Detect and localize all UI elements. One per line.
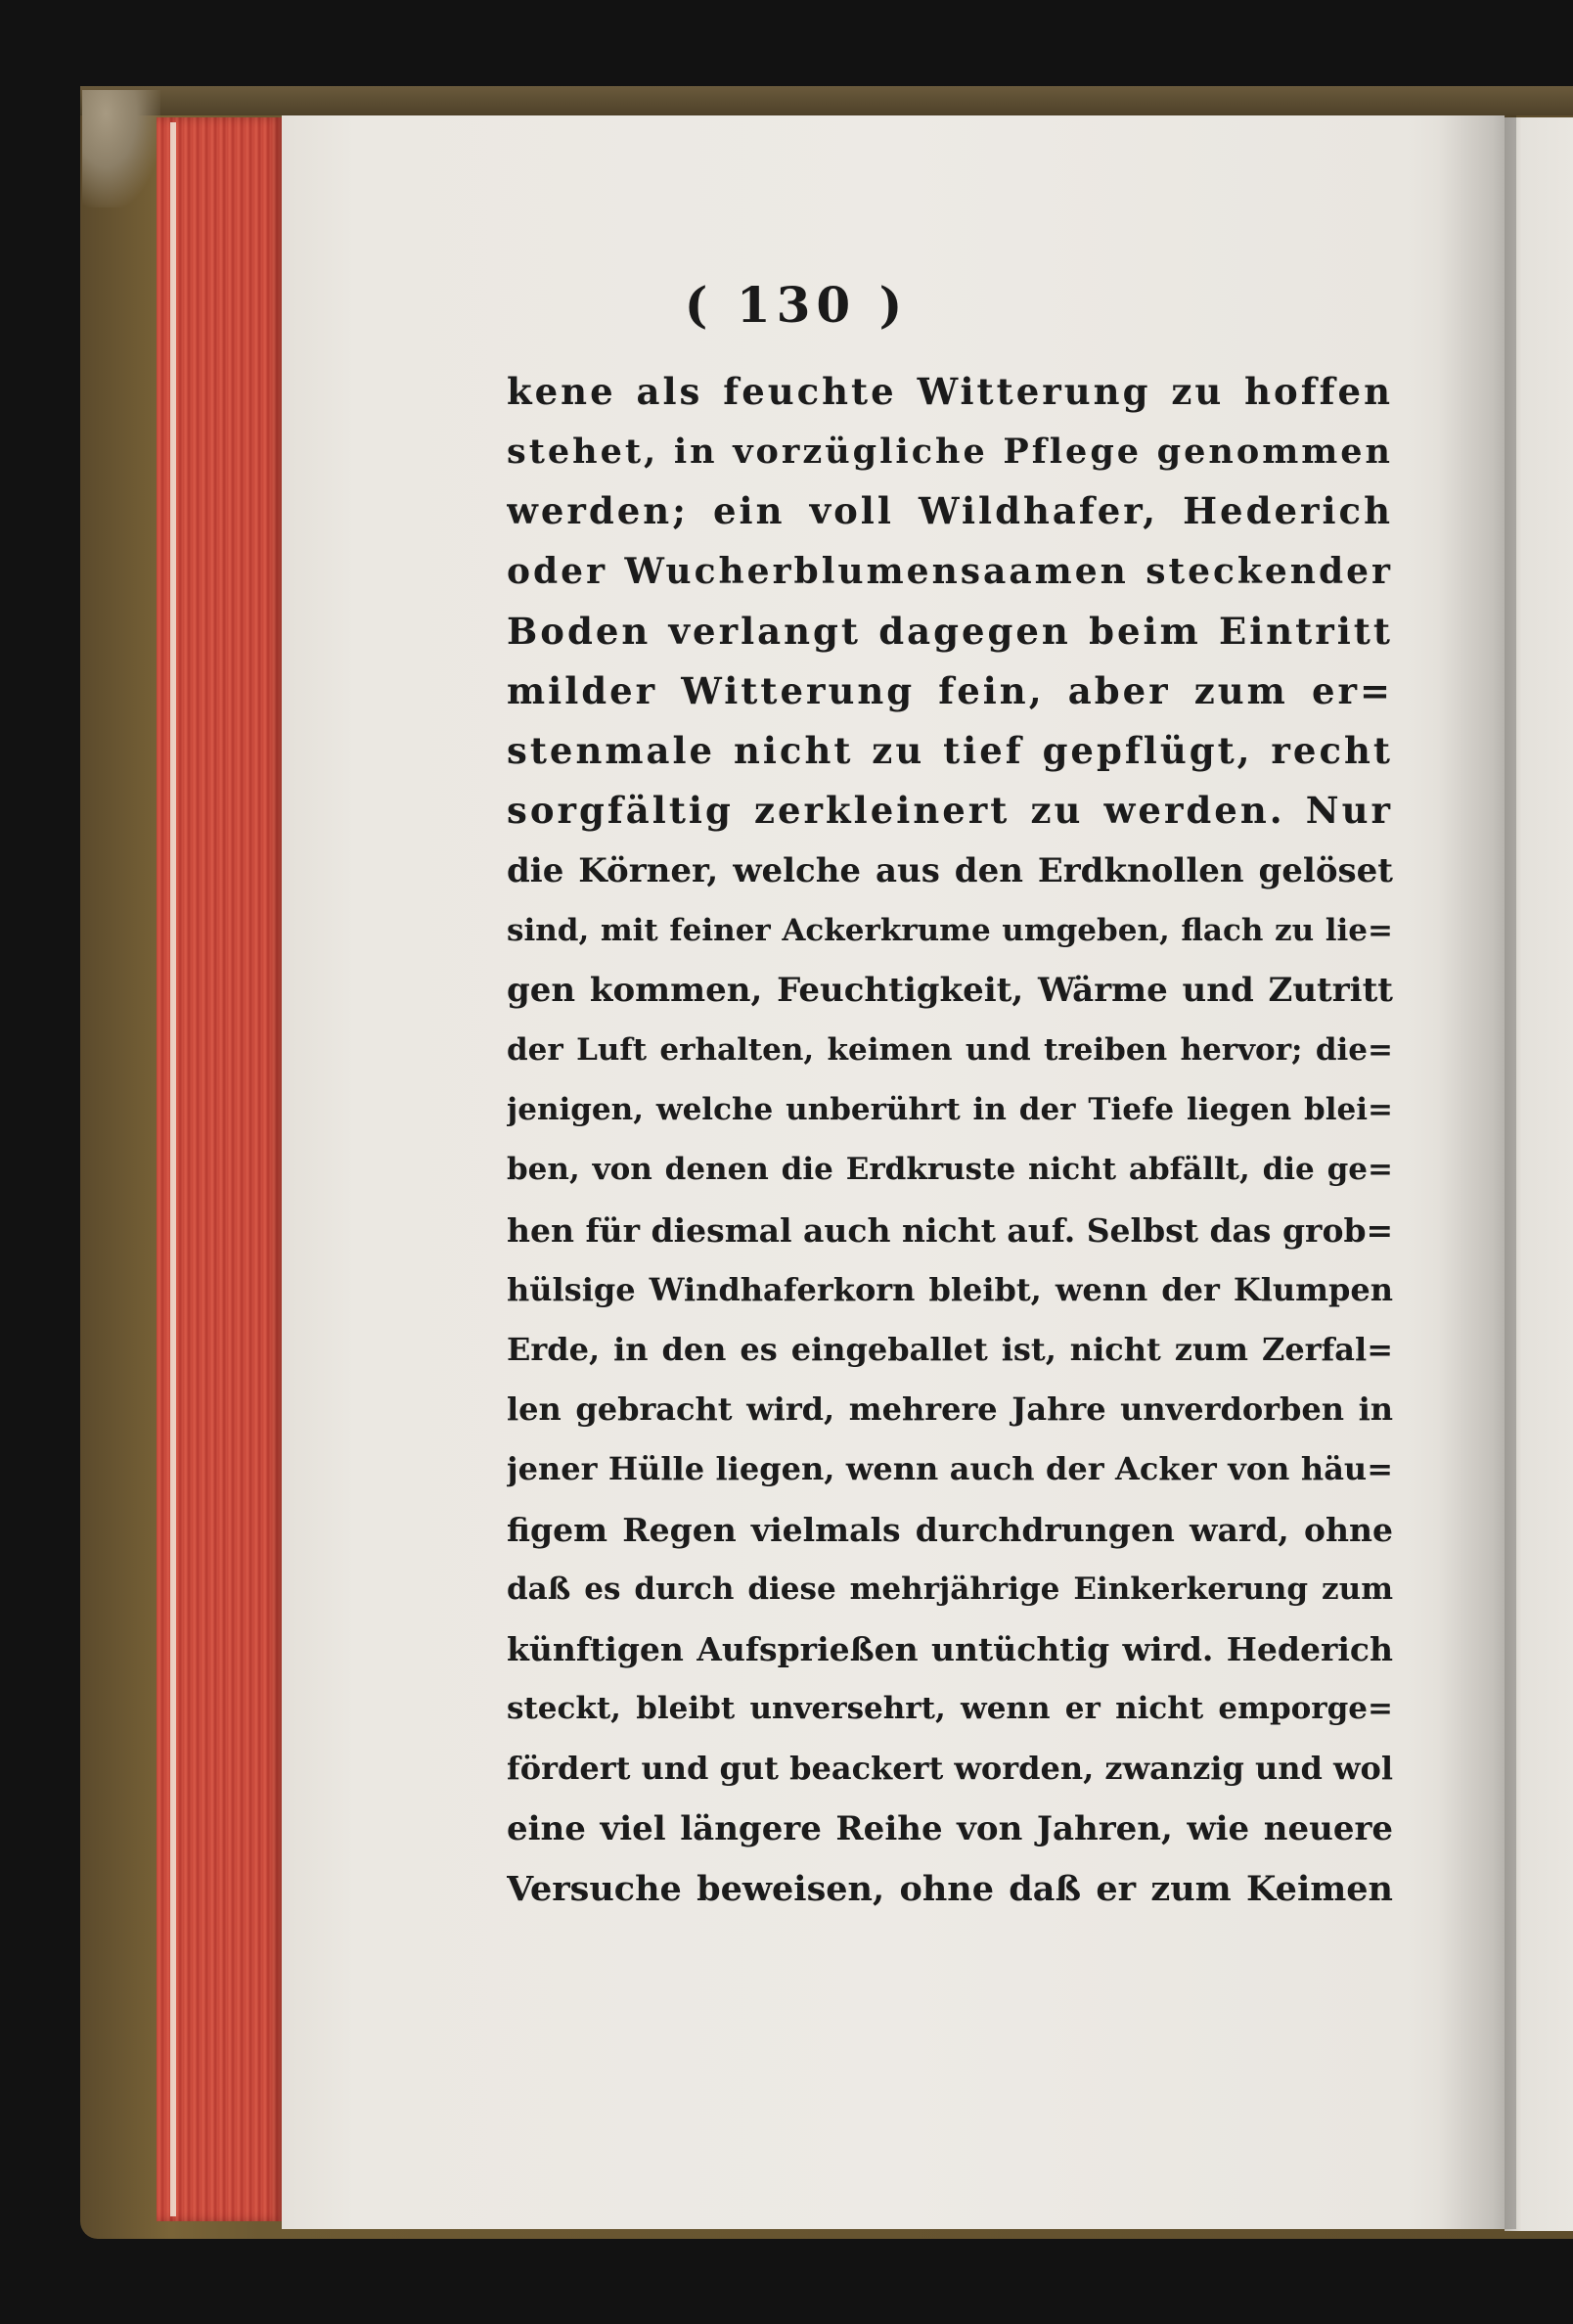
page-edge-highlight (170, 122, 176, 2216)
text-line: Erde, in den es eingeballet ist, nicht zum Zerfal= (507, 1331, 1393, 1368)
text-line: stenmale nicht zu tief gepflügt, recht (507, 729, 1393, 773)
text-line: figem Regen vielmals durchdrungen ward, ohne (507, 1510, 1393, 1549)
page-number: ( 130 ) (684, 276, 909, 334)
text-line: daß es durch diese mehrjährige Einkerkerung zum (507, 1571, 1393, 1607)
text-line: künftigen Aufsprießen untüchtig wird. Hederich (507, 1629, 1393, 1668)
text-line: jener Hülle liegen, wenn auch der Acker von häu= (507, 1450, 1393, 1488)
text-line: stehet, in vorzügliche Pflege genommen (507, 432, 1393, 473)
text-line: die Körner, welche aus den Erdknollen gelöset (507, 850, 1393, 890)
text-line: kene als feuchte Witterung zu hoffen (507, 370, 1393, 413)
cover-top-edge (80, 86, 1573, 115)
body-text (507, 362, 1393, 1919)
text-line: steckt, bleibt unversehrt, wenn er nicht emporge= (507, 1691, 1393, 1727)
text-line: ben, von denen die Erdkruste nicht abfällt, die ge= (507, 1152, 1393, 1188)
text-line: sind, mit feiner Ackerkrume umgeben, flach zu lie= (507, 912, 1393, 948)
text-line: Boden verlangt dagegen beim Eintritt (507, 609, 1393, 653)
text-line: jenigen, welche unberührt in der Tiefe liegen blei= (507, 1092, 1393, 1128)
text-line: fördert und gut beackert worden, zwanzig und wol (507, 1750, 1393, 1788)
gutter-shadow (1438, 115, 1516, 2229)
text-line: der Luft erhalten, keimen und treiben hervor; die= (507, 1032, 1393, 1069)
text-line: milder Witterung fein, aber zum er= (507, 668, 1393, 712)
text-line: hen für diesmal auch nicht auf. Selbst das grob= (507, 1210, 1393, 1250)
text-line: len gebracht wird, mehrere Jahre unverdorben in (507, 1390, 1393, 1429)
text-line: sorgfältig zerkleinert zu werden. Nur (507, 789, 1393, 833)
text-line: oder Wucherblumensaamen steckender (507, 550, 1393, 592)
text-line: hülsige Windhaferkorn bleibt, wenn der Klumpen (507, 1270, 1393, 1308)
text-line: werden; ein voll Wildhafer, Hederich (507, 489, 1393, 533)
worn-cover-corner (82, 90, 160, 207)
text-line: Versuche beweisen, ohne daß er zum Keimen (507, 1868, 1393, 1909)
text-line: eine viel längere Reihe von Jahren, wie neuere (507, 1808, 1393, 1848)
text-line: gen kommen, Feuchtigkeit, Wärme und Zutritt (507, 970, 1393, 1010)
